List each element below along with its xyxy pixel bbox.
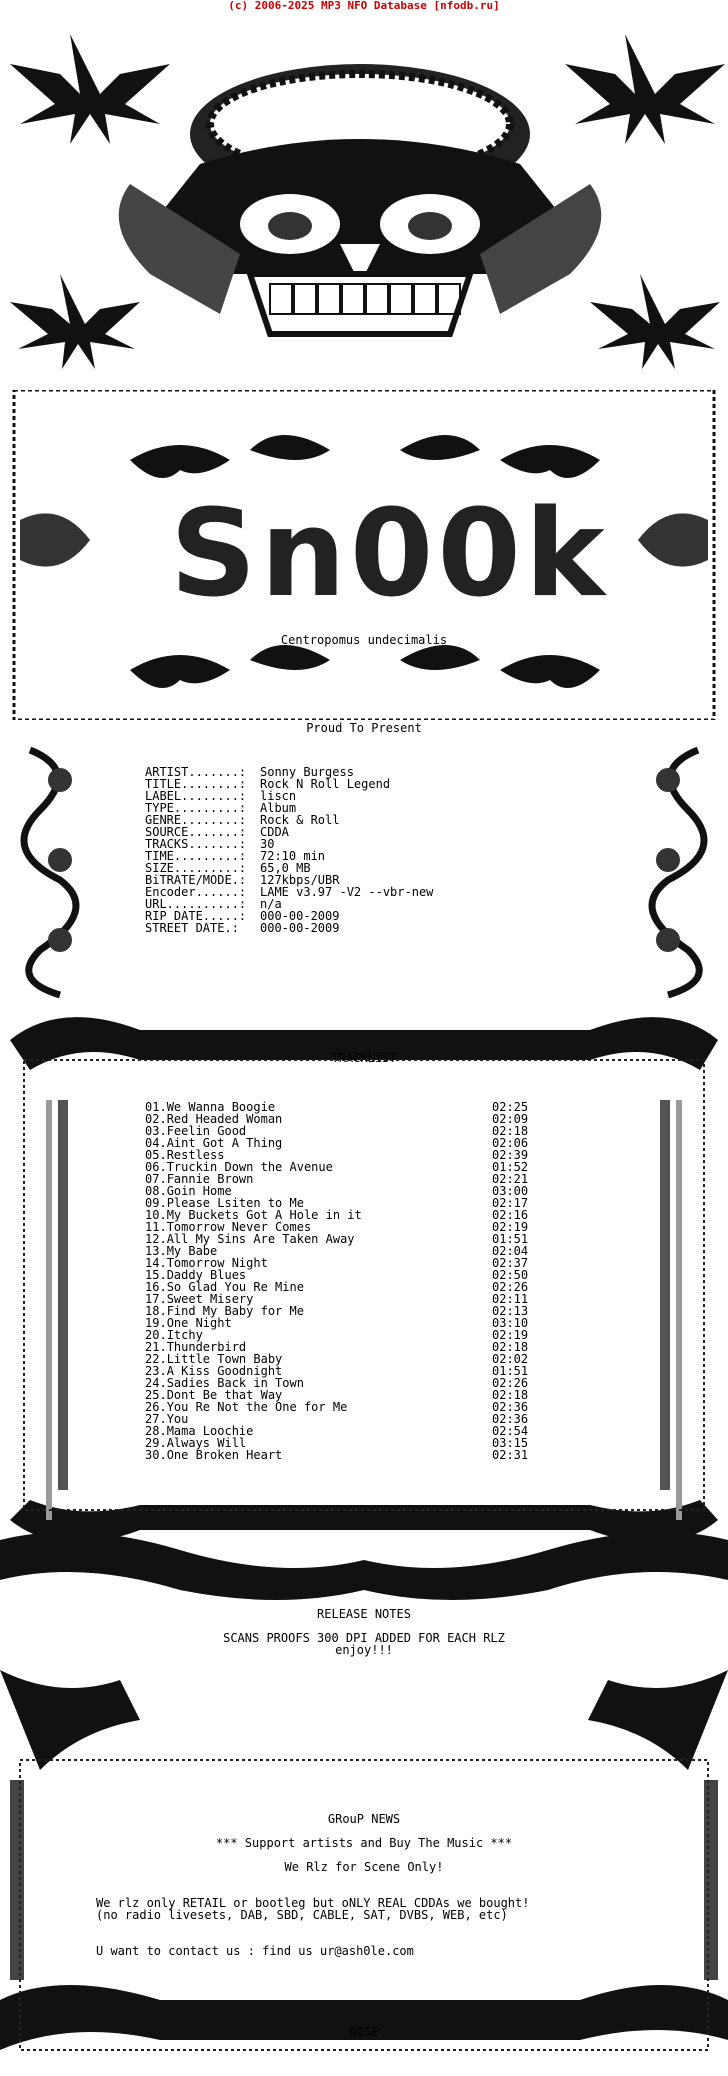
track-time: 02:17 <box>492 1196 529 1210</box>
track-title: One Night <box>166 1316 232 1330</box>
track-time: 02:25 <box>492 1100 529 1114</box>
info-value: Rock & Roll <box>260 813 340 827</box>
track-title: Red Headed Woman <box>166 1112 283 1126</box>
info-value: 000-00-2009 <box>260 909 340 923</box>
track-time: 02:18 <box>492 1388 529 1402</box>
info-key: SIZE.........: <box>145 861 247 875</box>
info-value: Sonny Burgess <box>260 765 354 779</box>
track-title: One Broken Heart <box>166 1448 283 1462</box>
track-title: My Babe <box>166 1244 218 1258</box>
track-number: 03. <box>145 1124 167 1138</box>
track-number: 22. <box>145 1352 167 1366</box>
track-title: Sadies Back in Town <box>166 1376 304 1390</box>
track-title: Truckin Down the Avenue <box>166 1160 333 1174</box>
info-key: TYPE.........: <box>145 801 247 815</box>
notes-frame-art <box>0 1520 728 1640</box>
info-value: 72:10 min <box>260 849 326 863</box>
track-number: 30. <box>145 1448 167 1462</box>
track-time: 02:13 <box>492 1304 529 1318</box>
track-title: Aint Got A Thing <box>166 1136 283 1150</box>
track-number: 05. <box>145 1148 167 1162</box>
track-number: 12. <box>145 1232 167 1246</box>
track-title: Dont Be that Way <box>166 1388 283 1402</box>
track-time: 02:36 <box>492 1412 529 1426</box>
track-number: 18. <box>145 1304 167 1318</box>
track-number: 06. <box>145 1160 167 1174</box>
info-key: SOURCE.......: <box>145 825 247 839</box>
track-time: 03:10 <box>492 1316 529 1330</box>
news-line4: (no radio livesets, DAB, SBD, CABLE, SAT, DVBS, WEB, etc) <box>96 1908 508 1922</box>
track-number: 16. <box>145 1280 167 1294</box>
track-time: 02:18 <box>492 1124 529 1138</box>
track-time: 02:06 <box>492 1136 529 1150</box>
track-time: 01:51 <box>492 1364 529 1378</box>
track-title: Daddy Blues <box>166 1268 247 1282</box>
track-number: 17. <box>145 1292 167 1306</box>
track-number: 19. <box>145 1316 167 1330</box>
track-number: 11. <box>145 1220 167 1234</box>
info-value: 000-00-2009 <box>260 921 340 935</box>
track-title: Tomorrow Night <box>166 1256 268 1270</box>
footer-sign: DOSE <box>349 2025 379 2039</box>
track-number: 21. <box>145 1340 167 1354</box>
track-number: 14. <box>145 1256 167 1270</box>
track-number: 01. <box>145 1100 167 1114</box>
logo-subtitle: Centropomus undecimalis <box>280 633 448 647</box>
release-info <box>145 766 433 934</box>
info-key: BiTRATE/MODE.: <box>145 873 247 887</box>
track-number: 26. <box>145 1400 167 1414</box>
news-line1: *** Support artists and Buy The Music *** <box>215 1836 513 1850</box>
track-title: Always Will <box>166 1436 247 1450</box>
track-time: 01:51 <box>492 1232 529 1246</box>
release-notes-line1: SCANS PROOFS 300 DPI ADDED FOR EACH RLZ <box>223 1631 505 1645</box>
track-time: 02:19 <box>492 1220 529 1234</box>
track-title: A Kiss Goodnight <box>166 1364 283 1378</box>
info-value: 65,0 MB <box>260 861 311 875</box>
track-number: 07. <box>145 1172 167 1186</box>
track-title: Mama Loochie <box>166 1424 254 1438</box>
info-key: TITLE........: <box>145 777 247 791</box>
track-title: Find My Baby for Me <box>166 1304 304 1318</box>
contact-line: U want to contact us : find us ur@ash0le.com <box>96 1944 414 1958</box>
track-time: 01:52 <box>492 1160 529 1174</box>
track-row <box>145 1401 535 1413</box>
info-value: Rock N Roll Legend <box>260 777 391 791</box>
info-key: Encoder......: <box>145 885 247 899</box>
track-title: Restless <box>166 1148 225 1162</box>
track-number: 20. <box>145 1328 167 1342</box>
track-title: My Buckets Got A Hole in it <box>166 1208 362 1222</box>
track-title: All My Sins Are Taken Away <box>166 1232 355 1246</box>
track-title: Tomorrow Never Comes <box>166 1220 312 1234</box>
track-number: 23. <box>145 1364 167 1378</box>
track-row <box>145 1317 535 1329</box>
track-title: Feelin Good <box>166 1124 247 1138</box>
track-time: 02:11 <box>492 1292 529 1306</box>
track-time: 02:16 <box>492 1208 529 1222</box>
track-title: Sweet Misery <box>166 1292 254 1306</box>
info-value: 30 <box>260 837 275 851</box>
track-time: 02:37 <box>492 1256 529 1270</box>
track-time: 02:36 <box>492 1400 529 1414</box>
track-number: 10. <box>145 1208 167 1222</box>
track-title: Goin Home <box>166 1184 232 1198</box>
info-key: LABEL........: <box>145 789 247 803</box>
track-number: 29. <box>145 1436 167 1450</box>
track-time: 02:31 <box>492 1448 529 1462</box>
info-key: TRACKS.......: <box>145 837 247 851</box>
track-title: Itchy <box>166 1328 203 1342</box>
info-key: GENRE........: <box>145 813 247 827</box>
intro-text: Proud To Present <box>306 721 422 735</box>
info-value: n/a <box>260 897 282 911</box>
track-number: 02. <box>145 1112 167 1126</box>
track-time: 02:39 <box>492 1148 529 1162</box>
info-value: Album <box>260 801 297 815</box>
track-time: 02:02 <box>492 1352 529 1366</box>
track-title: Thunderbird <box>166 1340 247 1354</box>
release-notes-heading: RELEASE NOTES <box>317 1607 411 1621</box>
news-line2: We Rlz for Scene Only! <box>284 1860 444 1874</box>
track-time: 02:26 <box>492 1280 529 1294</box>
track-number: 15. <box>145 1268 167 1282</box>
track-title: Please Lsiten to Me <box>166 1196 304 1210</box>
track-number: 27. <box>145 1412 167 1426</box>
release-notes-line2: enjoy!!! <box>335 1643 393 1657</box>
track-title: You Re Not the One for Me <box>166 1400 348 1414</box>
info-key: URL..........: <box>145 897 247 911</box>
track-time: 03:15 <box>492 1436 529 1450</box>
track-title: We Wanna Boogie <box>166 1100 276 1114</box>
track-title: You <box>166 1412 189 1426</box>
info-key: TIME.........: <box>145 849 247 863</box>
info-value: liscn <box>260 789 297 803</box>
tracklist-heading: TRACKLiST <box>331 1051 397 1065</box>
track-time: 03:00 <box>492 1184 529 1198</box>
track-title: Fannie Brown <box>166 1172 254 1186</box>
track-number: 09. <box>145 1196 167 1210</box>
info-value: 127kbps/UBR <box>260 873 340 887</box>
track-title: Little Town Baby <box>166 1352 283 1366</box>
copyright-link[interactable]: (c) 2006-2025 MP3 NFO Database [nfodb.ru] <box>228 0 500 12</box>
track-time: 02:04 <box>492 1244 529 1258</box>
news-heading: GRouP NEWS <box>327 1812 401 1826</box>
track-time: 02:19 <box>492 1328 529 1342</box>
info-key: STREET DATE.: <box>145 921 239 935</box>
news-line3: We rlz only RETAIL or bootleg but oNLY REAL CDDAs we bought! <box>96 1896 530 1910</box>
track-row <box>145 1449 535 1461</box>
info-value: CDDA <box>260 825 289 839</box>
track-title: So Glad You Re Mine <box>166 1280 304 1294</box>
track-number: 08. <box>145 1184 167 1198</box>
track-time: 02:50 <box>492 1268 529 1282</box>
group-logo: Sn00k <box>170 485 609 624</box>
info-key: RIP DATE.....: <box>145 909 247 923</box>
skull-art <box>0 14 728 404</box>
track-number: 28. <box>145 1424 167 1438</box>
info-key: ARTIST.......: <box>145 765 247 779</box>
track-number: 24. <box>145 1376 167 1390</box>
track-time: 02:26 <box>492 1376 529 1390</box>
track-time: 02:18 <box>492 1340 529 1354</box>
track-time: 02:21 <box>492 1172 529 1186</box>
track-time: 02:54 <box>492 1424 529 1438</box>
info-value: LAME v3.97 -V2 --vbr-new <box>260 885 434 899</box>
track-number: 04. <box>145 1136 167 1150</box>
info-row <box>145 922 433 934</box>
tracklist <box>145 1101 535 1461</box>
track-time: 02:09 <box>492 1112 529 1126</box>
track-number: 25. <box>145 1388 167 1402</box>
track-number: 13. <box>145 1244 167 1258</box>
